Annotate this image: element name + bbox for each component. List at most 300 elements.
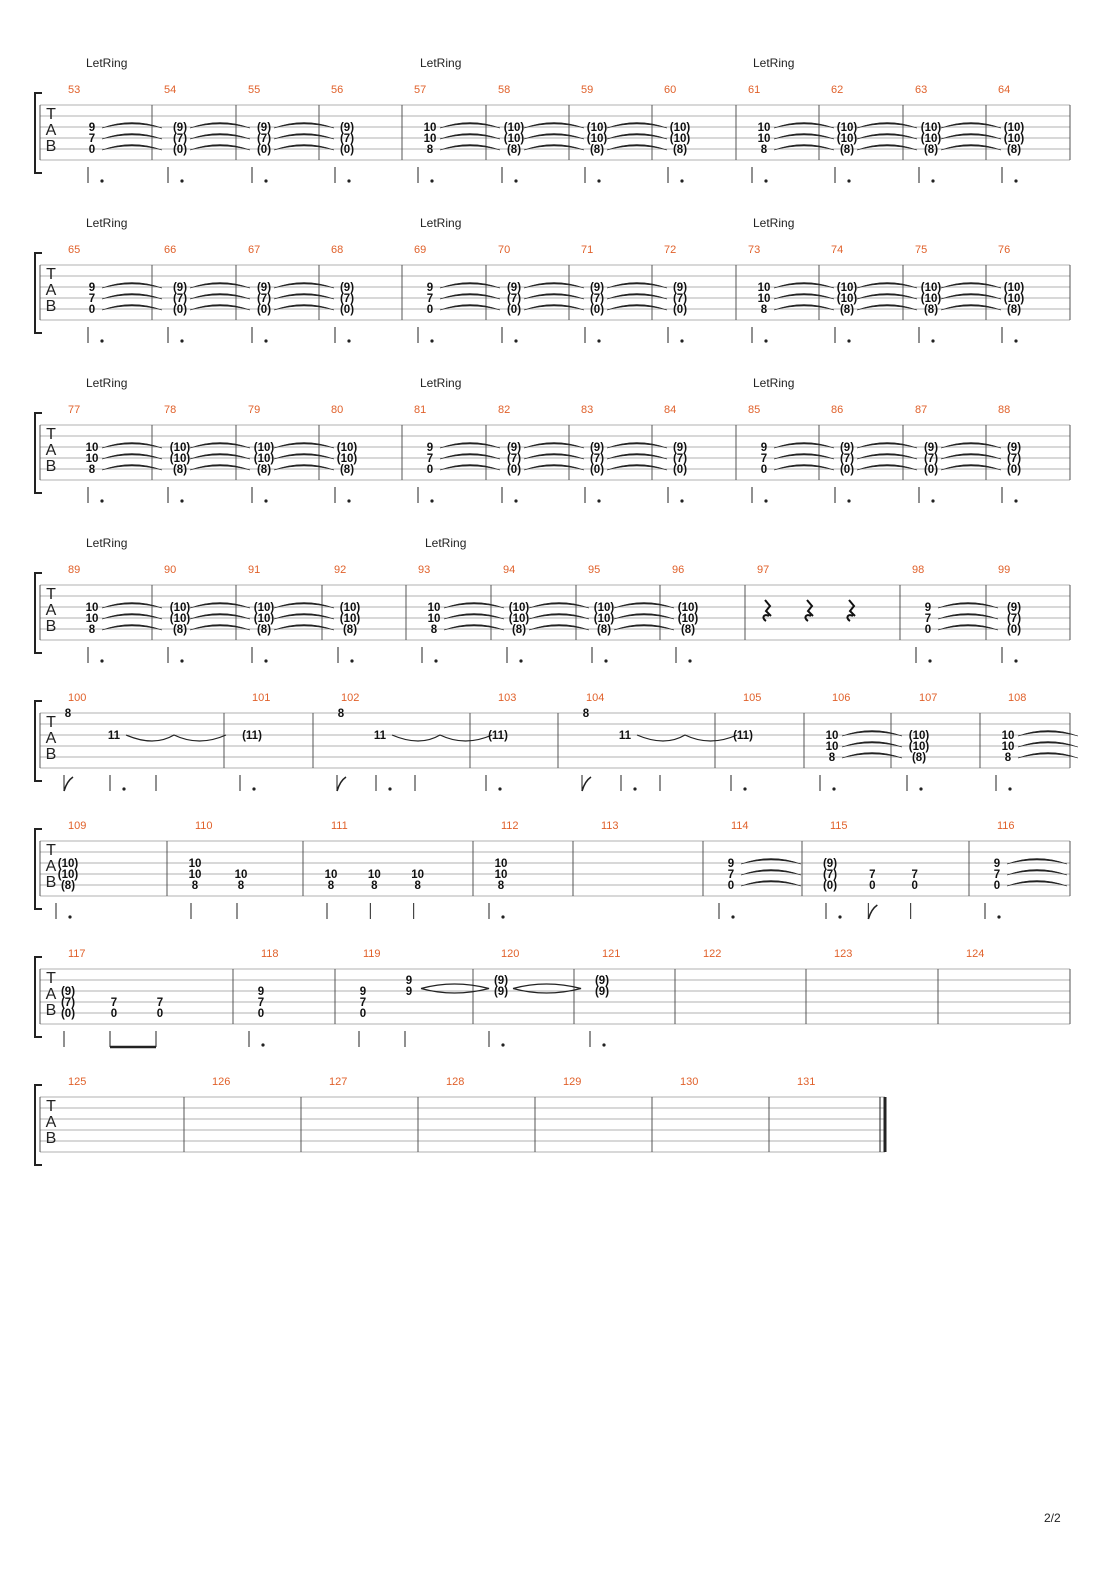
dot [1008,787,1011,790]
dot [931,179,934,182]
measure-number: 90 [164,564,177,576]
fret-number: 9 [88,122,96,134]
measure-number: 60 [664,84,677,96]
fret-number: 10 [85,442,99,454]
tab-clef-letter: A [45,602,57,619]
fret-number: 10 [85,613,99,625]
fret-number: (10) [1003,282,1025,294]
measure-number: 75 [915,244,928,256]
fret-number: 8 [327,880,335,892]
measure-number: 58 [498,84,511,96]
measure-number: 106 [832,692,851,704]
fret-number: 10 [188,858,202,870]
fret-number: (7) [589,293,605,305]
fret-number: 10 [85,602,99,614]
fret-number: (10) [503,122,525,134]
tie-arc [126,735,226,741]
dot [501,1043,504,1046]
fret-number: (10) [908,741,930,753]
measure-number: 116 [997,820,1015,832]
fret-number: (7) [60,997,76,1009]
fret-number: 8 [88,464,96,476]
fret-number: 10 [1001,730,1015,742]
measure-number: 98 [912,564,925,576]
fret-number: 0 [924,624,932,636]
fret-number: (10) [593,602,615,614]
measure-number: 74 [831,244,844,256]
measure-number: 71 [581,244,594,256]
fret-number: (10) [169,602,191,614]
tab-clef-letter: B [45,746,57,763]
fret-number: (10) [677,602,699,614]
dot [264,179,267,182]
measure-number: 55 [248,84,261,96]
measure-number: 131 [797,1076,816,1088]
measure-number: 117 [68,948,86,960]
measure-number: 100 [68,692,87,704]
dot [430,499,433,502]
dot [347,339,350,342]
fret-number: (0) [672,464,688,476]
let-ring-label: LetRing [753,56,795,70]
measure-number: 120 [501,948,520,960]
fret-number: 8 [337,708,345,720]
dot [1014,499,1017,502]
measure-number: 69 [414,244,427,256]
fret-number: (10) [253,613,275,625]
fret-number: 10 [188,869,202,881]
measure-number: 110 [195,820,213,832]
measure-number: 108 [1008,692,1027,704]
fret-number: 0 [257,1008,265,1020]
fret-number: (8) [172,464,188,476]
fret-number: (8) [60,880,76,892]
fret-number: 7 [88,133,96,145]
fret-number: 7 [156,997,164,1009]
fret-number: (7) [339,293,355,305]
tab-clef-letter: A [45,986,57,1003]
dot [847,339,850,342]
fret-number: 9 [993,858,1001,870]
fret-number: (9) [589,282,605,294]
fret-number: (9) [256,282,272,294]
fret-number: 10 [1001,741,1015,753]
fret-number: 0 [110,1008,118,1020]
dot [731,915,734,918]
tab-clef-letter: A [45,282,57,299]
fret-number: 7 [869,869,876,881]
dot [252,787,255,790]
dot [180,659,183,662]
tab-clef-letter: B [45,298,57,315]
fret-number: 10 [423,133,437,145]
dot [100,659,103,662]
dot [931,339,934,342]
fret-number: (10) [836,122,858,134]
fret-number: (0) [256,304,272,316]
fret-number: (10) [669,133,691,145]
measure-number: 67 [248,244,261,256]
fret-number: 9 [405,986,413,998]
measure-number: 103 [498,692,517,704]
fret-number: 10 [427,602,441,614]
measure-number: 85 [748,404,761,416]
fret-number: (8) [596,624,612,636]
fret-number: 7 [257,997,265,1009]
dot [838,915,841,918]
fret-number: 8 [88,624,96,636]
tab-clef-letter: B [45,458,57,475]
fret-number: (10) [336,453,358,465]
dot [388,787,391,790]
tab-clef-letter: A [45,1114,57,1131]
fret-number: 8 [828,752,836,764]
fret-number: (8) [589,144,605,156]
dot [100,499,103,502]
measure-number: 53 [68,84,81,96]
measure-number: 81 [414,404,427,416]
fret-number: (8) [511,624,527,636]
fret-number: 0 [426,304,434,316]
fret-number: (8) [342,624,358,636]
fret-number: (0) [339,304,355,316]
measure-number: 83 [581,404,594,416]
measure-number: 86 [831,404,844,416]
eighth-flag [582,777,591,791]
tab-clef-letter: B [45,1130,57,1147]
fret-number: (10) [1003,293,1025,305]
fret-number: (7) [923,453,939,465]
fret-number: (10) [508,602,530,614]
fret-number: 11 [107,730,121,742]
tab-clef-letter: A [45,858,57,875]
measure-number: 113 [601,820,619,832]
fret-number: (9) [589,442,605,454]
fret-number: 7 [426,453,434,465]
tab-clef-letter: T [46,842,56,859]
dot [597,179,600,182]
fret-number: (9) [172,122,188,134]
fret-number: (0) [672,304,688,316]
measure-number: 111 [331,820,348,832]
fret-number: 0 [760,464,768,476]
fret-number: (9) [822,858,838,870]
tab-clef-letter: B [45,138,57,155]
fret-number: 7 [993,869,1001,881]
fret-number: (10) [920,133,942,145]
fret-number: 9 [426,282,434,294]
fret-number: (8) [1006,144,1022,156]
fret-number: (10) [836,133,858,145]
dot [680,499,683,502]
fret-number: 9 [727,858,735,870]
fret-number: 10 [757,282,771,294]
fret-number: (7) [172,133,188,145]
fret-number: (7) [506,293,522,305]
measure-number: 64 [998,84,1011,96]
fret-number: (8) [256,624,272,636]
tab-clef-letter: T [46,714,56,731]
fret-number: 7 [426,293,434,305]
let-ring-label: LetRing [86,536,128,550]
fret-number: (8) [506,144,522,156]
fret-number: (8) [256,464,272,476]
fret-number: (7) [506,453,522,465]
dot [514,339,517,342]
fret-number: (8) [839,144,855,156]
measure-number: 70 [498,244,511,256]
fret-number: 10 [494,858,508,870]
fret-number: 0 [156,1008,164,1020]
let-ring-label: LetRing [86,216,128,230]
measure-number: 89 [68,564,81,576]
dot [1014,659,1017,662]
eighth-flag [337,777,346,791]
dot [743,787,746,790]
fret-number: 8 [760,304,768,316]
fret-number: (10) [339,613,361,625]
fret-number: 9 [405,975,413,987]
fret-number: (9) [923,442,939,454]
tab-clef-letter: T [46,426,56,443]
measure-number: 63 [915,84,928,96]
measure-number: 105 [743,692,762,704]
dot [931,499,934,502]
fret-number: (8) [923,304,939,316]
fret-number: 10 [825,730,839,742]
let-ring-label: LetRing [753,216,795,230]
tie-arc [637,735,737,741]
fret-number: (10) [57,869,79,881]
measure-number: 72 [664,244,677,256]
measure-number: 79 [248,404,261,416]
fret-number: (8) [1006,304,1022,316]
fret-number: 10 [423,122,437,134]
fret-number: (10) [908,730,930,742]
fret-number: 10 [85,453,99,465]
fret-number: (8) [911,752,927,764]
measure-number: 97 [757,564,770,576]
measure-number: 92 [334,564,347,576]
fret-number: (9) [594,975,610,987]
fret-number: 8 [64,708,72,720]
measure-number: 59 [581,84,594,96]
measure-number: 73 [748,244,761,256]
fret-number: (11) [242,730,262,742]
fret-number: (9) [506,282,522,294]
fret-number: (0) [1006,624,1022,636]
dot [680,179,683,182]
fret-number: (10) [920,293,942,305]
fret-number: 10 [757,133,771,145]
dot [919,787,922,790]
fret-number: 9 [359,986,367,998]
dot [100,179,103,182]
measure-number: 109 [68,820,87,832]
tab-clef-letter: A [45,730,57,747]
fret-number: (7) [672,453,688,465]
dot [180,339,183,342]
fret-number: (9) [493,975,509,987]
fret-number: 9 [257,986,265,998]
fret-number: (0) [60,1008,76,1020]
fret-number: (9) [60,986,76,998]
dot [928,659,931,662]
dot [604,659,607,662]
fret-number: 7 [110,997,118,1009]
fret-number: (0) [506,304,522,316]
dot [68,915,71,918]
fret-number: (9) [506,442,522,454]
measure-number: 128 [446,1076,465,1088]
fret-number: (9) [672,282,688,294]
dot [519,659,522,662]
fret-number: (0) [589,304,605,316]
fret-number: 11 [618,730,632,742]
dot [1014,339,1017,342]
fret-number: 0 [426,464,434,476]
fret-number: (11) [488,730,508,742]
fret-number: (0) [822,880,838,892]
let-ring-label: LetRing [420,376,462,390]
measure-number: 129 [563,1076,582,1088]
dot [832,787,835,790]
measure-number: 99 [998,564,1011,576]
fret-number: (10) [339,602,361,614]
measure-number: 54 [164,84,177,96]
fret-number: 9 [760,442,768,454]
fret-number: (10) [253,602,275,614]
fret-number: 0 [88,144,96,156]
eighth-flag [868,905,877,919]
tab-clef-letter: A [45,442,57,459]
dot [847,499,850,502]
fret-number: 9 [426,442,434,454]
fret-number: (11) [733,730,753,742]
fret-number: 8 [426,144,434,156]
tab-clef-letter: T [46,586,56,603]
fret-number: (8) [172,624,188,636]
measure-number: 84 [664,404,677,416]
fret-number: (0) [1006,464,1022,476]
fret-number: 10 [757,122,771,134]
fret-number: (10) [920,122,942,134]
fret-number: (7) [172,293,188,305]
dot [100,339,103,342]
fret-number: 7 [359,997,367,1009]
fret-number: (0) [589,464,605,476]
dot [1014,179,1017,182]
dot [514,179,517,182]
fret-number: 8 [371,880,378,892]
dot [847,179,850,182]
fret-number: (9) [493,986,509,998]
fret-number: 7 [911,869,918,881]
fret-number: 0 [869,880,876,892]
fret-number: (10) [586,133,608,145]
fret-number: (10) [253,453,275,465]
fret-number: (0) [923,464,939,476]
fret-number: 8 [191,880,199,892]
fret-number: (7) [822,869,838,881]
fret-number: 7 [760,453,768,465]
measure-number: 65 [68,244,81,256]
fret-number: (10) [336,442,358,454]
measure-number: 102 [341,692,360,704]
measure-number: 94 [503,564,516,576]
fret-number: (7) [839,453,855,465]
fret-number: (10) [669,122,691,134]
fret-number: 7 [727,869,735,881]
dot [680,339,683,342]
fret-number: 10 [494,869,508,881]
dot [261,1043,264,1046]
tie-arc [392,735,492,741]
fret-number: 10 [427,613,441,625]
fret-number: (7) [256,293,272,305]
let-ring-label: LetRing [425,536,467,550]
dot [764,339,767,342]
measure-number: 114 [731,820,749,832]
fret-number: (7) [589,453,605,465]
fret-number: 0 [993,880,1001,892]
fret-number: (7) [256,133,272,145]
measure-number: 107 [919,692,938,704]
dot [602,1043,605,1046]
measure-number: 68 [331,244,344,256]
fret-number: (10) [1003,122,1025,134]
measure-number: 119 [363,948,381,960]
fret-number: (10) [169,442,191,454]
fret-number: 11 [373,730,387,742]
let-ring-label: LetRing [420,216,462,230]
dot [997,915,1000,918]
fret-number: 0 [911,880,918,892]
let-ring-label: LetRing [753,376,795,390]
let-ring-label: LetRing [86,376,128,390]
eighth-flag [64,777,73,791]
dot [264,659,267,662]
measure-number: 125 [68,1076,87,1088]
tab-clef-letter: T [46,106,56,123]
dot [434,659,437,662]
fret-number: 0 [88,304,96,316]
dot [633,787,636,790]
fret-number: 0 [359,1008,367,1020]
measure-number: 93 [418,564,431,576]
fret-number: (10) [508,613,530,625]
fret-number: 10 [757,293,771,305]
fret-number: 7 [88,293,96,305]
dot [180,179,183,182]
fret-number: 10 [324,869,338,881]
dot [764,179,767,182]
tab-clef-letter: A [45,122,57,139]
measure-number: 122 [703,948,722,960]
measure-number: 127 [329,1076,348,1088]
fret-number: (10) [503,133,525,145]
measure-number: 101 [252,692,271,704]
dot [122,787,125,790]
fret-number: (7) [339,133,355,145]
fret-number: 9 [924,602,932,614]
page-number: 2/2 [1044,1511,1061,1525]
dot [597,499,600,502]
dot [347,499,350,502]
measure-number: 95 [588,564,601,576]
fret-number: (0) [506,464,522,476]
fret-number: (10) [593,613,615,625]
